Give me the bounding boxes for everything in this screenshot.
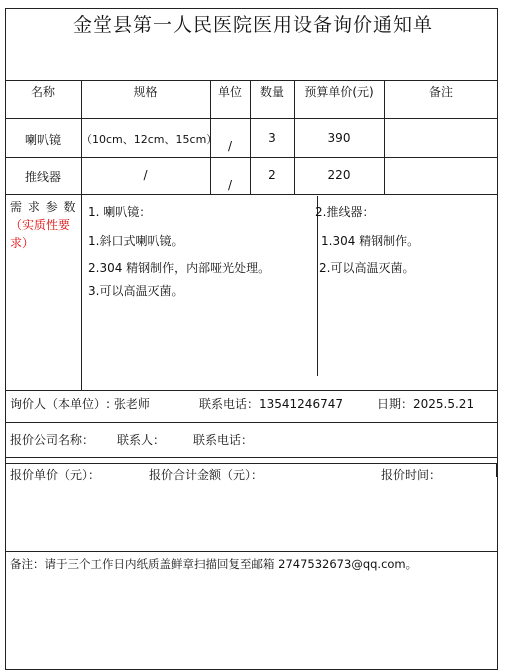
quote-company-contact: 联系人： (117, 433, 166, 447)
row2-name: 推线器 (24, 170, 61, 184)
rule-header-top (5, 80, 498, 81)
row2-unit: / (228, 178, 233, 192)
price-right-tick (496, 463, 498, 477)
rule-row2-bottom (5, 194, 498, 195)
quote-unit-price: 报价单价（元）： (10, 468, 101, 482)
rule-header-bottom (5, 118, 498, 119)
row1-unit: / (228, 139, 233, 153)
header-spec: 规格 (133, 85, 158, 99)
inquirer-person: 询价人（本单位）: 张老师 (10, 397, 150, 411)
header-note: 备注 (428, 85, 453, 99)
rule-price-top (5, 463, 498, 464)
req2-line1: 1.304 精钢制作。 (321, 234, 420, 248)
quote-time: 报价时间： (381, 468, 442, 482)
req1-line2: 2.304 精钢制作，内部哑光处理。 (88, 261, 271, 275)
header-qty: 数量 (259, 85, 284, 99)
row1-spec: （10cm、12cm、15cm） (81, 133, 218, 146)
row1-qty: 3 (268, 131, 276, 145)
form-title: 金堂县第一人民医院医用设备询价通知单 (72, 14, 433, 36)
quote-total: 报价合计金额（元）： (149, 468, 264, 482)
rule-row1-bottom (5, 157, 498, 158)
requirements-label-red-1: （实质性要 (10, 218, 71, 232)
note-email: 备注：请于三个工作日内纸质盖鲜章扫描回复至邮箱 2747532673@qq.com。 (10, 557, 418, 571)
requirements-label: 需 求 参 数 (10, 200, 77, 214)
row2-price: 220 (327, 168, 351, 182)
inquirer-date: 日期：2025.5.21 (377, 397, 475, 411)
rule-company-bottom (5, 457, 498, 458)
quote-company-phone: 联系电话： (193, 433, 254, 447)
requirements-divider (317, 196, 318, 376)
req2-title: 2.推线器： (315, 205, 375, 219)
col-divider-name (81, 80, 82, 390)
req2-line2: 2.可以高温灭菌。 (319, 261, 415, 275)
row2-spec: / (143, 168, 148, 182)
req1-line3: 3.可以高温灭菌。 (88, 284, 184, 298)
row2-qty: 2 (268, 168, 276, 182)
requirements-label-red-2: 求） (10, 236, 35, 250)
quote-company-name: 报价公司名称： (10, 433, 95, 447)
header-budget-price: 预算单价(元) (304, 85, 374, 99)
header-name: 名称 (30, 85, 55, 99)
rule-price-bottom (5, 551, 498, 552)
req1-title: 1. 喇叭镜： (88, 205, 152, 219)
rule-inquirer-bottom (5, 422, 498, 423)
row1-price: 390 (327, 131, 351, 145)
row1-name: 喇叭镜 (24, 133, 61, 147)
inquirer-phone: 联系电话：13541246747 (199, 397, 343, 411)
header-unit: 单位 (217, 85, 242, 99)
rule-requirements-bottom (5, 390, 498, 391)
req1-line1: 1.斜口式喇叭镜。 (88, 234, 184, 248)
